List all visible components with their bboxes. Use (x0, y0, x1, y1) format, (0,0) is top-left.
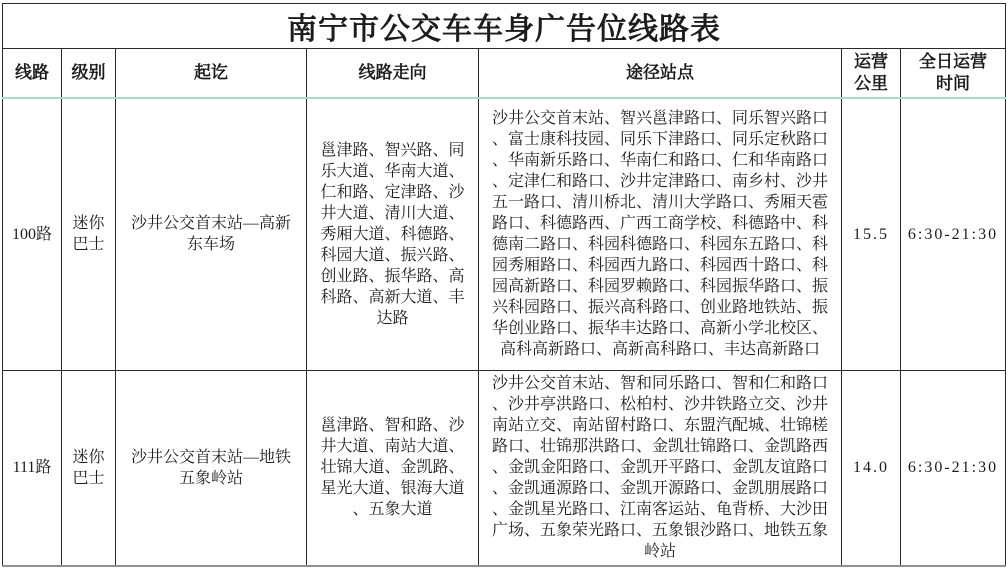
header-row (3, 49, 1006, 99)
cell-operating-km: 15.5 (842, 98, 901, 370)
col-header-origin-destination: 起讫 (116, 49, 307, 99)
col-header-route-direction: 线路走向 (307, 49, 479, 99)
table-row (3, 98, 1006, 370)
page-title: 南宁市公交车车身广告位线路表 (3, 4, 1006, 49)
col-header-operating-km: 运营公里 (842, 49, 901, 99)
cell-route: 100路 (3, 98, 62, 370)
cell-route-direction: 邕津路、智兴路、同乐大道、华南大道、仁和路、定津路、沙井大道、清川大道、秀厢大道、科德路、科园大道、振兴路、创业路、振华路、高科路、高新大道、丰达路 (307, 98, 479, 370)
cell-stations: 沙井公交首末站、智兴邕津路口、同乐智兴路口、富士康科技园、同乐下津路口、同乐定秋路口、华南新乐路口、华南仁和路口、仁和华南路口、定津仁和路口、沙井定津路口、南乡村、沙井五一路口、清川桥北、清川大学路口、秀厢天雹路口、科德路西、广西工商学校、科德路中、科德南二路口、科园科德路口、科园东五路口、科园秀厢路口、科园西九路口、科园西十路口、科园高新路口、科园罗赖路口、科园振华路口、振兴科园路口、振兴高科路口、创业路地铁站、振华创业路口、振华丰达路口、高新小学北校区、高科高新路口、高新高科路口、丰达高新路口 (479, 98, 842, 370)
cell-route-direction: 邕津路、智和路、沙井大道、南站大道、壮锦大道、金凯路、星光大道、银海大道、五象大道 (307, 370, 479, 566)
cell-operating-km: 14.0 (842, 370, 901, 566)
cell-stations: 沙井公交首末站、智和同乐路口、智和仁和路口、沙井亭洪路口、松柏村、沙井铁路立交、沙井南站立交、南站留村路口、东盟汽配城、壮锦槎路口、壮锦那洪路口、金凯壮锦路口、金凯路西、金凯金阳路口、金凯开平路口、金凯友谊路口、金凯通源路口、金凯开源路口、金凯朋展路口、金凯星光路口、江南客运站、龟背桥、大沙田广场、五象荣光路口、五象银沙路口、地铁五象岭站 (479, 370, 842, 566)
table-row (3, 370, 1006, 566)
col-header-stations: 途径站点 (479, 49, 842, 99)
col-header-operating-hours: 全日运营时间 (901, 49, 1006, 99)
cell-origin-destination: 沙井公交首末站—地铁五象岭站 (116, 370, 307, 566)
cell-operating-hours: 6:30-21:30 (901, 98, 1006, 370)
col-header-route: 线路 (3, 49, 62, 99)
cell-level: 迷你巴士 (62, 370, 116, 566)
cell-level: 迷你巴士 (62, 98, 116, 370)
cell-route: 111路 (3, 370, 62, 566)
bus-routes-table-page (0, 3, 1008, 568)
title-row (3, 4, 1006, 49)
cell-origin-destination: 沙井公交首末站—高新东车场 (116, 98, 307, 370)
cell-operating-hours: 6:30-21:30 (901, 370, 1006, 566)
col-header-level: 级别 (62, 49, 116, 99)
bus-routes-table (2, 3, 1006, 567)
